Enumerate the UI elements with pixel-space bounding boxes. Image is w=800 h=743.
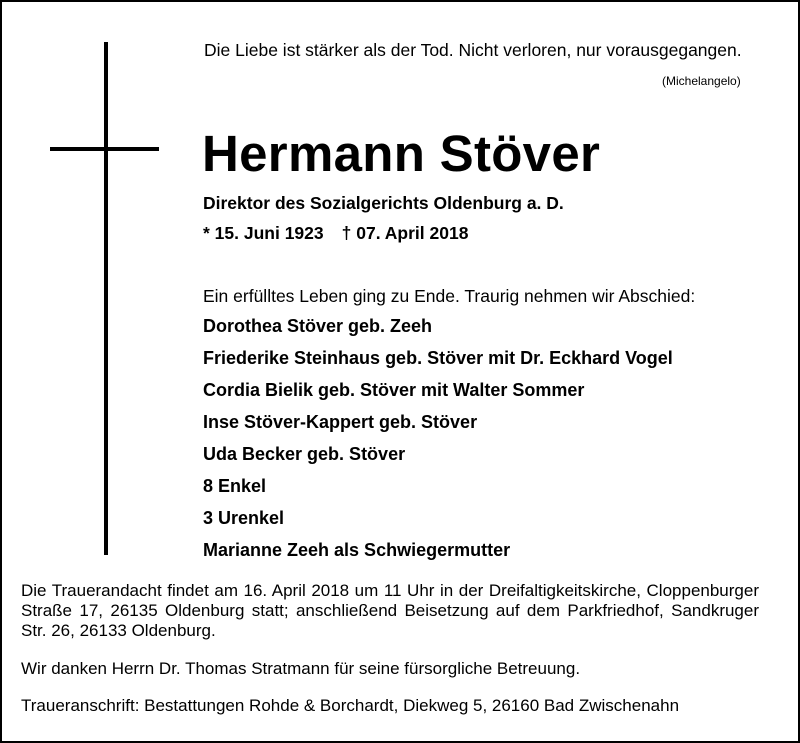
mourning-address: Traueranschrift: Bestattungen Rohde & Borchardt, Diekweg 5, 26160 Bad Zwischenahn <box>21 696 680 715</box>
mourner-item: Dorothea Stöver geb. Zeeh <box>203 316 433 336</box>
mourner-item: Inse Stöver-Kappert geb. Stöver <box>203 412 478 432</box>
farewell-intro: Ein erfülltes Leben ging zu Ende. Traurig nehmen wir Abschied: <box>203 286 696 306</box>
mourner-item: Friederike Steinhaus geb. Stöver mit Dr. Eckhard Vogel <box>203 348 673 368</box>
mourner-item: Uda Becker geb. Stöver <box>203 444 406 464</box>
cross-icon <box>104 42 108 555</box>
mourner-item: 3 Urenkel <box>203 508 285 528</box>
mourner-item: Cordia Bielik geb. Stöver mit Walter Sommer <box>203 380 585 400</box>
thanks-note: Wir danken Herrn Dr. Thomas Stratmann für seine fürsorgliche Betreuung. <box>21 659 581 678</box>
birth-date: * 15. Juni 1923 <box>203 223 324 243</box>
mourners-list <box>203 312 673 568</box>
service-info: Die Trauerandacht findet am 16. April 2018 um 11 Uhr in der Dreifaltigkeitskirche, Cloppenburger Straße 17, 26135 Oldenburg statt; anschließend Beisetzung auf dem Parkfriedhof, Sandkruger Str. 26, 26133 Oldenburg. <box>21 581 759 640</box>
quote-author: (Michelangelo) <box>662 74 741 88</box>
cross-icon-crossbar <box>50 147 159 151</box>
mourner-item: Marianne Zeeh als Schwiegermutter <box>203 540 511 560</box>
mourner-item: 8 Enkel <box>203 476 267 496</box>
life-dates <box>203 223 468 244</box>
deceased-name: Hermann Stöver <box>202 125 601 182</box>
deceased-title: Direktor des Sozialgerichts Oldenburg a. D. <box>203 193 564 213</box>
quote-text: Die Liebe ist stärker als der Tod. Nicht verloren, nur vorausgegangen. <box>204 40 742 60</box>
death-date: † 07. April 2018 <box>341 223 469 243</box>
